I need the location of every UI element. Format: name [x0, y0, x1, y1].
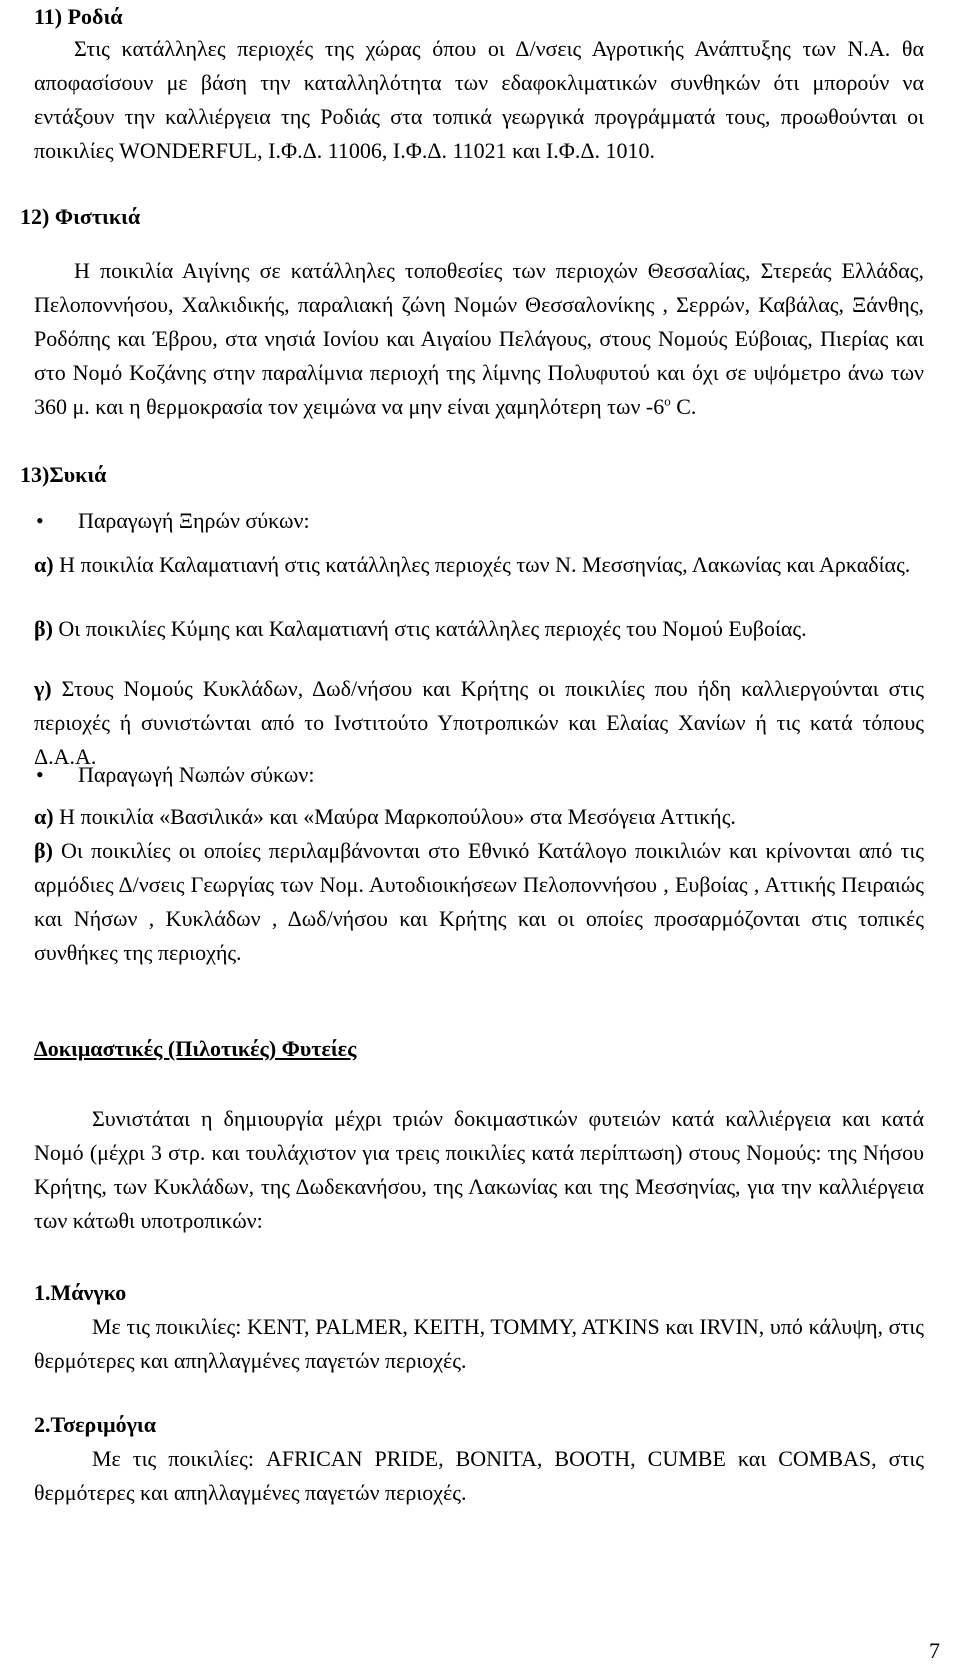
fresh-figs-item-a [34, 800, 924, 834]
dry-figs-label: Παραγωγή Ξηρών σύκων: [78, 508, 310, 533]
section-12-heading: 12) Φιστικιά [20, 204, 141, 229]
dry-figs-item-a [34, 548, 924, 582]
degree-superscript: ο [664, 393, 671, 409]
section-12-text [34, 254, 924, 424]
bullet-icon: • [36, 762, 44, 787]
item-b-label: β) [34, 616, 53, 641]
dry-figs-item-b [34, 612, 924, 646]
item-a-text: Η ποικιλία Καλαματιανή στις κατάλληλες περιοχές των Ν. Μεσσηνίας, Λακωνίας και Αρκαδίας. [53, 552, 911, 577]
section-11-heading: 11) Ροδιά [34, 4, 123, 29]
item-b2-text: Οι ποικιλίες οι οποίες περιλαμβάνονται στο Εθνικό Κατάλογο ποικιλιών και κρίνονται από τις αρμόδιες Δ/νσεις Γεωργίας των Νομ. Αυτοδιοικήσεων Πελοποννήσου , Ευβοίας , Αττικής Πειραιώς και Νήσων , Κυκλάδων , Δωδ/νήσου και Κρήτης και οι οποίες προσαρμόζονται στις τοπικές συνθήκες της περιοχής. [34, 838, 924, 965]
mango-heading: 1.Μάνγκο [34, 1280, 127, 1305]
section-11-text: Στις κατάλληλες περιοχές της χώρας όπου οι Δ/νσεις Αγροτικής Ανάπτυξης των Ν.Α. θα αποφασίσουν με βάση την καταλληλότητα των εδαφοκλιματικών συνθηκών ότι μπορούν να εντάξουν την καλλιέργεια της Ροδιάς στα τοπικά γεωργικά προγράμματά τους, προωθούνται οι ποικιλίες WONDERFUL, Ι.Φ.Δ. 11006, Ι.Φ.Δ. 11021 και Ι.Φ.Δ. 1010. [34, 36, 924, 163]
cherimoya-text: Με τις ποικιλίες: AFRICAN PRIDE, BONITA, BOOTH, CUMBE και COMBAS, στις θερμότερες και απηλλαγμένες παγετών περιοχές. [34, 1446, 924, 1505]
pilot-text: Συνιστάται η δημιουργία μέχρι τριών δοκιμαστικών φυτειών κατά καλλιέργεια και κατά Νομό (μέχρι 3 στρ. και τουλάχιστον για τρεις ποικιλίες κατά περίπτωση) στους Νομούς: της Νήσου Κρήτης, των Κυκλάδων, της Δωδεκανήσου, της Λακωνίας και της Μεσσηνίας, για την καλλιέργεια των κάτωθι υποτροπικών: [34, 1106, 924, 1233]
item-b-text: Οι ποικιλίες Κύμης και Καλαματιανή στις κατάλληλες περιοχές του Νομού Ευβοίας. [52, 616, 807, 641]
section-13-heading: 13)Συκιά [20, 462, 107, 487]
fresh-figs-label: Παραγωγή Νωπών σύκων: [78, 762, 315, 787]
item-a2-text: Η ποικιλία «Βασιλικά» και «Μαύρα Μαρκοπούλου» στα Μεσόγεια Αττικής. [53, 804, 736, 829]
fresh-figs-item-b [34, 834, 924, 970]
item-g-label: γ) [34, 676, 52, 701]
mango-text: Με τις ποικιλίες: KENT, PALMER, KEITH, TOMMY, ATKINS και IRVIN, υπό κάλυψη, στις θερμότερες και απηλλαγμένες παγετών περιοχές. [34, 1314, 924, 1373]
item-g-text: Στους Νομούς Κυκλάδων, Δωδ/νήσου και Κρήτης οι ποικιλίες που ήδη καλλιεργούνται στις περιοχές ή συνιστώνται από το Ινστιτούτο Υποτροπικών και Ελαίας Χανίων ή τις κατά τόπους Δ.Α.Α. [34, 676, 924, 769]
cherimoya-heading: 2.Τσεριμόγια [34, 1412, 156, 1437]
section-12-body: Η ποικιλία Αιγίνης σε κατάλληλες τοποθεσίες των περιοχών Θεσσαλίας, Στερεάς Ελλάδας, Πελοποννήσου, Χαλκιδικής, παραλιακή ζώνη Νομών Θεσσαλονίκης , Σερρών, Καβάλας, Ξάνθης, Ροδόπης και Έβρου, στα νησιά Ιονίου και Αιγαίου Πελάγους, στους Νομούς Εύβοιας, Πιερίας και στο Νομό Κοζάνης στην παραλίμνια περιοχή της λίμνης Πολυφυτού και όχι σε υψόμετρο άνω των 360 μ. και η θερμοκρασία τον χειμώνα να μην είναι χαμηλότερη των -6 [34, 258, 924, 419]
item-a-label: α) [34, 552, 54, 577]
bullet-icon: • [36, 508, 44, 533]
item-b2-label: β) [34, 838, 53, 863]
item-a2-label: α) [34, 804, 54, 829]
section-12-tail: C. [670, 394, 697, 419]
page-number: 7 [929, 1638, 940, 1663]
pilot-heading: Δοκιμαστικές (Πιλοτικές) Φυτείες [34, 1036, 357, 1061]
